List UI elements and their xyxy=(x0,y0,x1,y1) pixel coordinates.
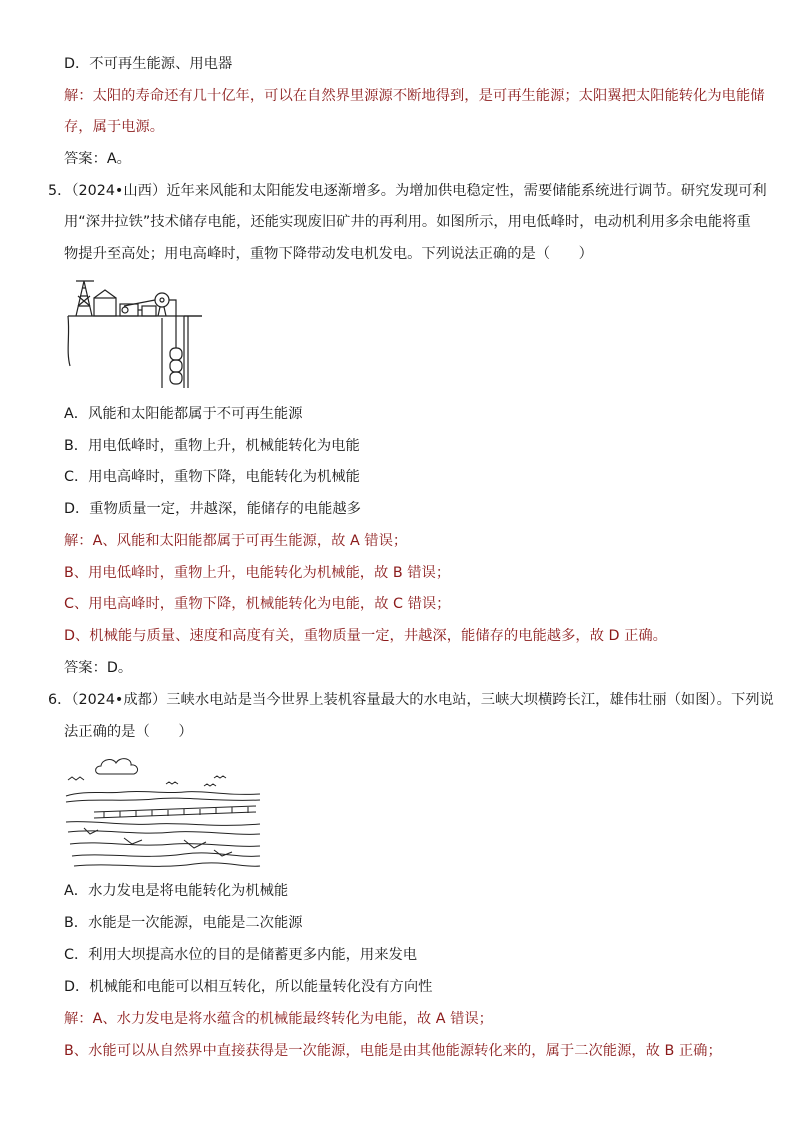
q6-solution-line: 解：A、水力发电是将水蕴含的机械能最终转化为电能，故 A 错误； xyxy=(64,1011,493,1027)
q5-solution-line: 解：A、风能和太阳能都属于可再生能源，故 A 错误； xyxy=(64,533,408,549)
solution-line: 存，属于电源。 xyxy=(64,119,165,135)
q5-stem: 5．（2024•山西）近年来风能和太阳能发电逐渐增多。为增加供电稳定性，需要储能系统进行调节。研究发现可利 xyxy=(48,183,767,199)
q5-option-d: D．重物质量一定，井越深，能储存的电能越多 xyxy=(64,501,361,517)
q6-option-a: A．水力发电是将电能转化为机械能 xyxy=(64,883,289,899)
q5-option-b: B．用电低峰时，重物上升，机械能转化为电能 xyxy=(64,438,360,454)
q6-option-d: D．机械能和电能可以相互转化，所以能量转化没有方向性 xyxy=(64,979,433,995)
q5-solution-line: B、用电低峰时，重物上升，电能转化为机械能，故 B 错误； xyxy=(64,565,451,581)
q6-solution-line: B、水能可以从自然界中直接获得是一次能源，电能是由其他能源转化来的，属于二次能源，故 B 正确； xyxy=(64,1043,722,1059)
q5-option-c: C．用电高峰时，重物下降，电能转化为机械能 xyxy=(64,469,360,485)
q5-answer: 答案：D。 xyxy=(64,660,133,676)
q5-option-a: A．风能和太阳能都属于不可再生能源 xyxy=(64,406,303,422)
q6-option-c: C．利用大坝提高水位的目的是储蓄更多内能，用来发电 xyxy=(64,947,418,963)
q6-stem: 法正确的是（ ） xyxy=(64,724,193,740)
deep-well-figure xyxy=(64,276,214,390)
option-d: D．不可再生能源、用电器 xyxy=(64,56,233,72)
q6-option-b: B．水能是一次能源，电能是二次能源 xyxy=(64,915,303,931)
three-gorges-dam-figure xyxy=(64,750,264,872)
solution-line: 解：太阳的寿命还有几十亿年，可以在自然界里源源不断地得到，是可再生能源；太阳翼把太阳能转化为电能储 xyxy=(64,88,765,104)
q5-stem: 用“深井拉铁”技术储存电能，还能实现废旧矿井的再利用。如图所示，用电低峰时，电动机利用多余电能将重 xyxy=(64,214,751,230)
answer: 答案：A。 xyxy=(64,151,131,167)
q5-solution-line: C、用电高峰时，重物下降，机械能转化为电能，故 C 错误； xyxy=(64,596,451,612)
q5-stem: 物提升至高处；用电高峰时，重物下降带动发电机发电。下列说法正确的是（ ） xyxy=(64,246,593,262)
q5-solution-line: D、机械能与质量、速度和高度有关，重物质量一定，井越深，能储存的电能越多，故 D 正确。 xyxy=(64,628,667,644)
q6-stem: 6．（2024•成都）三峡水电站是当今世界上装机容量最大的水电站，三峡大坝横跨长江，雄伟壮丽（如图）。下列说 xyxy=(48,692,774,708)
